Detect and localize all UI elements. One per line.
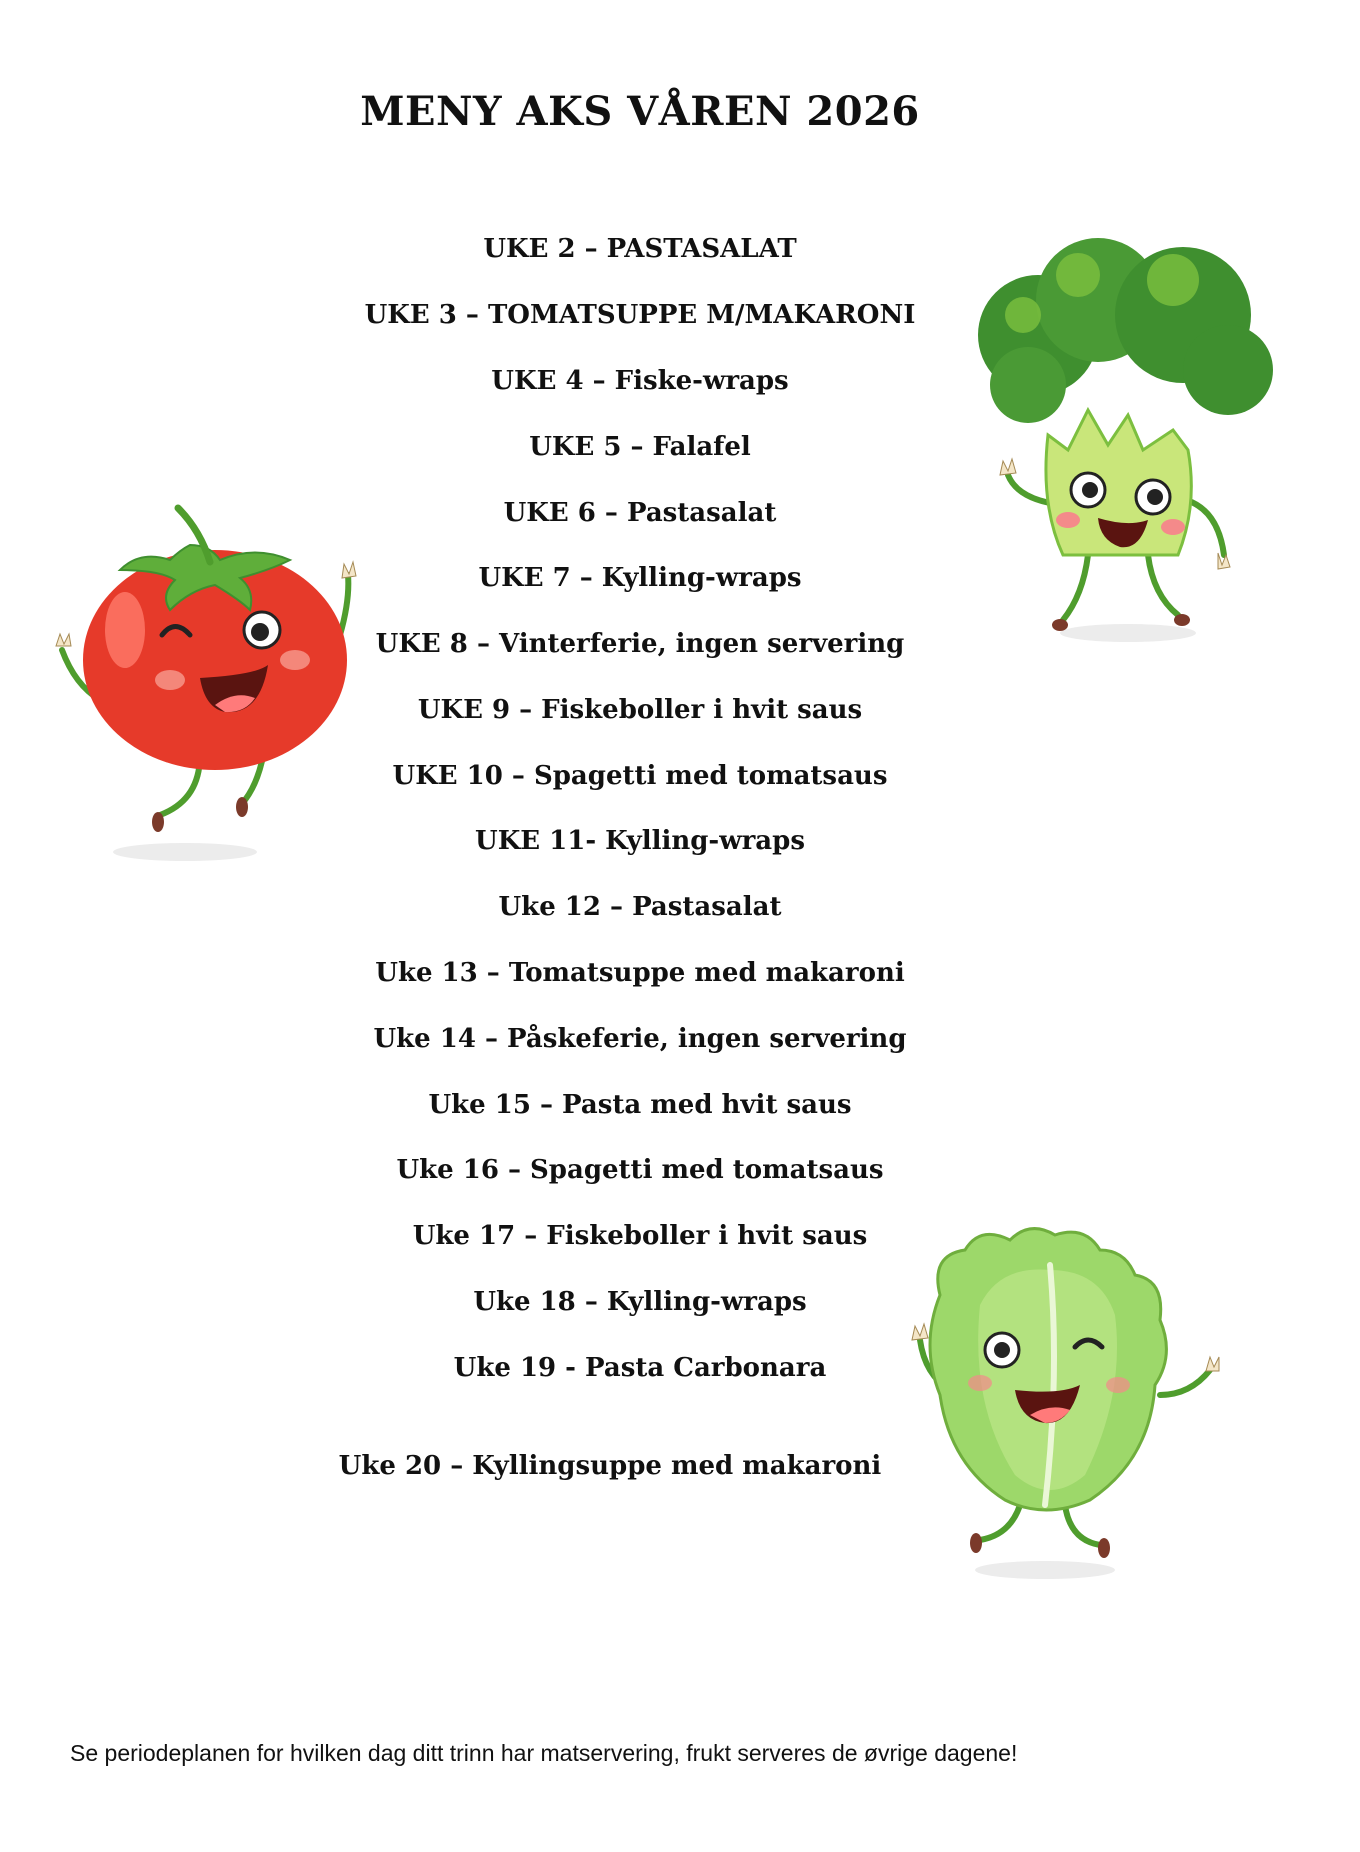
broccoli-floret xyxy=(990,347,1066,423)
page-title: MENY AKS VÅREN 2026 xyxy=(360,88,920,135)
tomato-shadow xyxy=(113,843,257,861)
lettuce-right-arm xyxy=(1160,1370,1210,1395)
broccoli-left-hand xyxy=(1000,459,1016,475)
tomato-character-icon xyxy=(50,500,370,870)
menu-item-uke-19: Uke 19 - Pasta Carbonara xyxy=(453,1353,827,1383)
lettuce-character-icon xyxy=(910,1225,1240,1585)
tomato-cheek-left xyxy=(155,670,185,690)
menu-item-uke-12: Uke 12 – Pastasalat xyxy=(498,892,782,922)
broccoli-left-pupil xyxy=(1082,482,1098,498)
menu-item-uke-18: Uke 18 – Kylling-wraps xyxy=(473,1287,807,1317)
broccoli-floret-highlight xyxy=(1005,297,1041,333)
menu-item-uke-11: UKE 11- Kylling-wraps xyxy=(475,826,805,856)
lettuce-right-foot xyxy=(1098,1538,1110,1558)
broccoli-left-foot xyxy=(1052,619,1068,631)
menu-item-uke-16: Uke 16 – Spagetti med tomatsaus xyxy=(396,1155,884,1185)
menu-item-uke-15: Uke 15 – Pasta med hvit saus xyxy=(428,1090,852,1120)
menu-item-uke-8: UKE 8 – Vinterferie, ingen servering xyxy=(375,629,905,659)
tomato-left-hand xyxy=(56,634,71,646)
lettuce-left-hand xyxy=(912,1324,928,1340)
menu-item-uke-6: UKE 6 – Pastasalat xyxy=(503,498,777,528)
lettuce-pupil xyxy=(994,1342,1010,1358)
tomato-right-hand xyxy=(342,562,356,578)
tomato-highlight xyxy=(105,592,145,668)
broccoli-cheek-right xyxy=(1161,519,1185,535)
lettuce-left-foot xyxy=(970,1533,982,1553)
broccoli-floret-highlight xyxy=(1056,253,1100,297)
menu-item-uke-17: Uke 17 – Fiskeboller i hvit saus xyxy=(412,1221,868,1251)
menu-item-uke-13: Uke 13 – Tomatsuppe med makaroni xyxy=(375,958,905,988)
broccoli-character-icon xyxy=(968,235,1308,645)
menu-item-uke-14: Uke 14 – Påskeferie, ingen servering xyxy=(373,1024,907,1054)
broccoli-right-pupil xyxy=(1147,489,1163,505)
broccoli-floret xyxy=(1183,325,1273,415)
tomato-right-arm xyxy=(340,575,348,635)
broccoli-right-foot xyxy=(1174,614,1190,626)
menu-item-uke-20: Uke 20 – Kyllingsuppe med makaroni xyxy=(338,1451,882,1481)
menu-item-uke-7: UKE 7 – Kylling-wraps xyxy=(478,563,802,593)
broccoli-left-leg xyxy=(1063,555,1088,620)
broccoli-floret-highlight xyxy=(1147,254,1199,306)
lettuce-right-leg xyxy=(1065,1505,1100,1545)
tomato-pupil xyxy=(251,623,269,641)
footer-note: Se periodeplanen for hvilken dag ditt trinn har matservering, frukt serveres de øvrige dagene! xyxy=(70,1740,1018,1766)
menu-item-uke-3: UKE 3 – TOMATSUPPE M/MAKARONI xyxy=(364,300,916,330)
broccoli-shadow xyxy=(1060,624,1196,642)
broccoli-cheek-left xyxy=(1056,512,1080,528)
menu-item-uke-2: UKE 2 – PASTASALAT xyxy=(483,234,797,264)
tomato-left-foot xyxy=(152,812,164,832)
broccoli-right-arm xyxy=(1186,500,1224,555)
menu-item-uke-5: UKE 5 – Falafel xyxy=(529,432,751,462)
lettuce-shadow xyxy=(975,1561,1115,1579)
lettuce-cheek-right xyxy=(1106,1377,1130,1393)
menu-item-uke-9: UKE 9 – Fiskeboller i hvit saus xyxy=(417,695,863,725)
menu-item-uke-4: UKE 4 – Fiske-wraps xyxy=(491,366,789,396)
tomato-cheek-right xyxy=(280,650,310,670)
lettuce-right-hand xyxy=(1206,1357,1219,1371)
lettuce-left-leg xyxy=(980,1505,1020,1540)
broccoli-right-leg xyxy=(1148,555,1178,615)
lettuce-cheek-left xyxy=(968,1375,992,1391)
tomato-right-foot xyxy=(236,797,248,817)
menu-item-uke-10: UKE 10 – Spagetti med tomatsaus xyxy=(392,761,888,791)
